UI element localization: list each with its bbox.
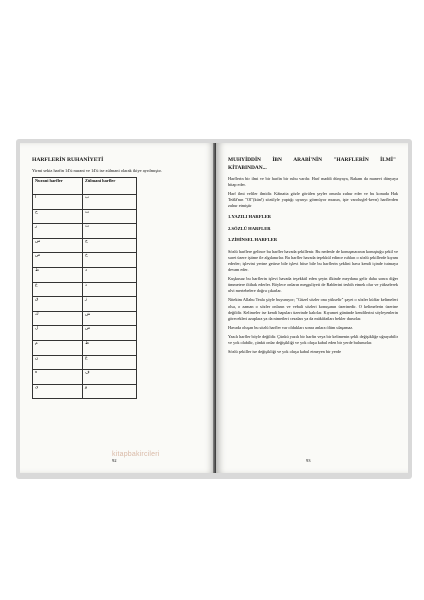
table-row — [33, 355, 137, 370]
nurani-letter-cell: ى — [33, 384, 83, 399]
table-header-row — [33, 178, 137, 195]
title-line-1 — [228, 157, 396, 165]
zulmani-letter-cell: خ — [82, 253, 136, 268]
open-book — [16, 139, 412, 479]
right-page-title — [228, 157, 396, 173]
zulmani-letter-cell: ج — [82, 238, 136, 253]
zulmani-letter-cell: ف — [82, 370, 136, 385]
table-row — [33, 253, 137, 268]
table-row — [33, 326, 137, 341]
table-row — [33, 195, 137, 210]
table-row — [33, 267, 137, 282]
letters-table-body — [33, 195, 137, 399]
table-row — [33, 224, 137, 239]
right-page-number: 93 — [306, 458, 311, 463]
body-paragraph: Nitekim Allahu Teala şöyle buyuruyor; "Güzel sözler ona yükselir" şayet o sözler küffar kelimeleri olsa, o zaman o sözler onların ve vebali sözleri konuşanın üzerinedir. O kelimelerin üzerine değildir. Kelimeler ise kendi hapsları üzerinde kalırlar. Kıyamet gününde kendilerini söyleyenlerin görecekleri azaplara ya da nimetleri cezaları ya da mükâfatları bekler dururlar. — [228, 297, 398, 321]
table-row — [33, 238, 137, 253]
table-row — [33, 340, 137, 355]
right-page-body — [228, 176, 398, 358]
column-header-nurani: Nurani harfler — [33, 178, 83, 195]
watermark: kitapbakircileri — [112, 451, 160, 458]
zulmani-letter-cell: ث — [82, 224, 136, 239]
zulmani-letter-cell: د — [82, 267, 136, 282]
table-row — [33, 209, 137, 224]
nurani-letter-cell: ط — [33, 267, 83, 282]
body-paragraph: Havada oluşan bu sözlü harfler var oldukları sonra anlara ölüm ulaşamaz. — [228, 324, 354, 330]
zulmani-letter-cell: ظ — [82, 340, 136, 355]
zulmani-letter-cell: ت — [82, 209, 136, 224]
nurani-letter-cell: ص — [33, 253, 83, 268]
body-paragraph: Harflerin bir ilmi ve bir harfin bir ruhu vardır. Harf maddi dünyaya, Rakam da manevi dünyaya bitap eder. — [228, 176, 398, 188]
nurani-letter-cell: ل — [33, 326, 83, 341]
right-page — [216, 143, 408, 473]
title-line-2: KİTABINDAN... — [228, 164, 267, 171]
table-row — [33, 311, 137, 326]
title-word: İLMİ" — [380, 157, 396, 163]
table-row — [33, 384, 137, 399]
nurani-letter-cell: ع — [33, 282, 83, 297]
table-row — [33, 282, 137, 297]
zulmani-letter-cell: ض — [82, 326, 136, 341]
title-word: İBN — [272, 157, 282, 163]
nurani-letter-cell: ر — [33, 224, 83, 239]
nurani-letter-cell: س — [33, 238, 83, 253]
left-page-number: 92 — [112, 458, 117, 463]
left-page-subtitle: Yirmi sekiz harfin 14'ü nurani ve 14'ü ise zülmani olarak ikiye ayrılmıştır. — [32, 168, 162, 173]
nurani-letter-cell: ن — [33, 355, 83, 370]
title-word: "HARFLERİN — [333, 157, 369, 163]
table-row — [33, 370, 137, 385]
nurani-letter-cell: م — [33, 340, 83, 355]
zulmani-letter-cell: ش — [82, 311, 136, 326]
title-word: MUHYİDDİN — [228, 157, 261, 163]
letters-table — [32, 177, 137, 399]
title-word: ARABİ'NİN — [293, 157, 323, 163]
nurani-letter-cell: ك — [33, 311, 83, 326]
zulmani-letter-cell: ب — [82, 195, 136, 210]
left-page-heading: HARFLERİN RUHANİYETİ — [32, 157, 104, 163]
column-header-zulmani: Zülmani harfler — [82, 178, 136, 195]
section-heading: 3.ZİHİNSEL HARFLER — [228, 237, 278, 243]
nurani-letter-cell: ا — [33, 195, 83, 210]
section-heading: 1.YAZILI HARFLER — [228, 214, 271, 220]
section-heading: 2.SÖZLÜ HARFLER — [228, 225, 271, 231]
zulmani-letter-cell: غ — [82, 355, 136, 370]
body-paragraph: Kuşkusuz bu harflerin işlevi havada teşekkül eden şeyin ilkinde meydana gelir daha sonra diğer ümmetere iltihak ederler. Böylece onların meşguliyeti de Rablerini tesbih etmek olur ve yükselerek ulvi mertebelere doğru çıkarlar. — [228, 276, 398, 294]
table-row — [33, 297, 137, 312]
zulmani-letter-cell: ذ — [82, 282, 136, 297]
body-paragraph: Sözlü harflere gelince bu harfler havada şekillenir. Bu nedenle de konuşmacının konuştuğu şekil ve suret üzere işitme ile algılanırlar. Bu harfler havada teşekkül edince ruhları o sözlü şekillerde kıyam ederler; işlevini yerine getirse bile işlevi bitse bile bu harflerin şeklini hava kendi içinde tutmaya devam eder. — [228, 248, 398, 272]
zulmani-letter-cell: و — [82, 384, 136, 399]
nurani-letter-cell: ق — [33, 297, 83, 312]
body-paragraph: Yazılı harfler böyle değildir. Çünkü yazılı bir harfin veya bir kelimenin şekli değişikliğe uğrayabilir ve yok olabilir, çünkü onlar değişikliği ve yok oluşu kabul eden bir yerde bulunurlar. — [228, 334, 398, 346]
left-page — [20, 143, 215, 473]
nurani-letter-cell: ه — [33, 370, 83, 385]
body-paragraph: Sözlü şekiller ise değişikliği ve yok oluşu kabul etmeyen bir yerde — [228, 349, 342, 355]
nurani-letter-cell: ح — [33, 209, 83, 224]
zulmani-letter-cell: ز — [82, 297, 136, 312]
body-paragraph: Harf ilmi veliler ilmidir. Kâinatta gözle görülen şeyler onunla zuhur eder ve bu konuda Hak Teâlâ'nın "Ol"(kün!) sözülyle yaptığı uyarıyı görmüyor musun, işte varoluş(el-kevn) harflerden zuhur etmiştir — [228, 191, 398, 209]
